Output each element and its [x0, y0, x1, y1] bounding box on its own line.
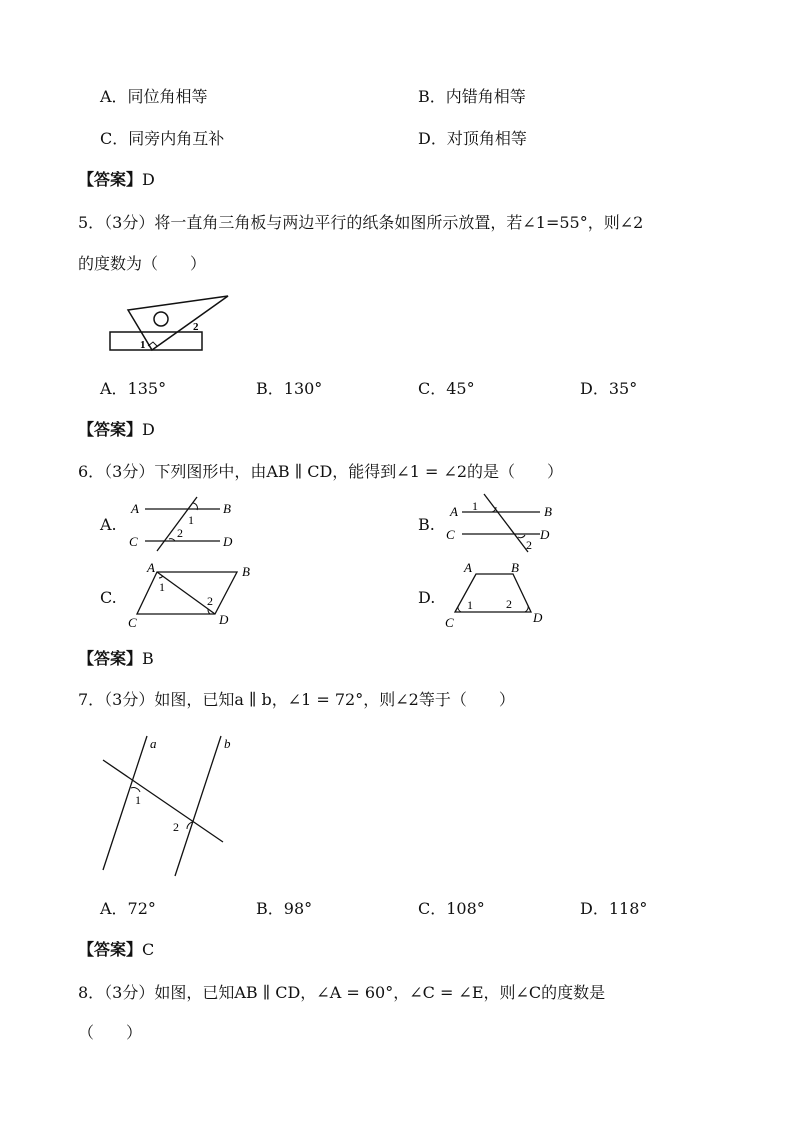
label-B: B	[544, 504, 552, 519]
answer-value: D	[142, 170, 155, 189]
q8-stem-line1: 8．（3分）如图，已知AB ∥ CD，∠A = 60°，∠C = ∠E，则∠C的度数是	[78, 983, 606, 1002]
angle-1-label: 1	[135, 793, 141, 807]
label-B: B	[223, 501, 231, 516]
q6-option-b-letter: B.	[418, 515, 435, 534]
answer-label: 【答案】	[78, 940, 143, 959]
q6-figure-d	[443, 560, 553, 632]
label-D: D	[533, 610, 543, 625]
q4-option-d: D．对顶角相等	[418, 129, 527, 148]
angle-2-label: 2	[506, 597, 512, 611]
angle-1-label: 1	[140, 339, 146, 351]
answer-label: 【答案】	[78, 420, 143, 439]
label-C: C	[446, 527, 455, 542]
q5-option-c: C．45°	[418, 379, 475, 398]
label-A: A	[464, 560, 472, 575]
answer-value: B	[142, 649, 154, 668]
q6-answer	[78, 649, 154, 669]
angle-2-label: 2	[526, 538, 532, 552]
q6-stem: 6．（3分）下列图形中，由AB ∥ CD，能得到∠1 = ∠2的是（ ）	[78, 462, 564, 481]
label-A: A	[147, 560, 155, 575]
label-B: B	[242, 564, 250, 579]
transversal	[103, 760, 223, 842]
q7-figure	[95, 730, 245, 880]
angle-1-label: 1	[188, 513, 194, 527]
label-C: C	[445, 615, 454, 630]
q7-option-c: C．108°	[418, 899, 485, 918]
answer-label: 【答案】	[78, 170, 143, 189]
line-b	[175, 736, 221, 876]
label-D: D	[223, 534, 233, 549]
q6-figure-b	[440, 490, 570, 556]
q5-figure	[100, 288, 240, 358]
q7-stem: 7．（3分）如图，已知a ∥ b，∠1 = 72°，则∠2等于（ ）	[78, 690, 515, 709]
angle-2-label: 2	[173, 820, 179, 834]
q8-stem-line2: （ ）	[78, 1023, 143, 1042]
q7-answer	[78, 940, 154, 960]
q5-stem-line2: 的度数为（ ）	[78, 254, 207, 273]
angle-1-label: 1	[467, 598, 473, 612]
angle-2-label: 2	[193, 321, 199, 333]
answer-value: D	[142, 420, 155, 439]
q7-option-b: B．98°	[256, 899, 313, 918]
q7-option-d: D．118°	[580, 899, 648, 918]
answer-label: 【答案】	[78, 649, 143, 668]
q4-option-a: A．同位角相等	[100, 87, 208, 106]
q5-option-b: B．130°	[256, 379, 323, 398]
q4-option-b: B．内错角相等	[418, 87, 526, 106]
label-D: D	[219, 612, 229, 627]
q4-option-c: C．同旁内角互补	[100, 129, 225, 148]
label-B: B	[511, 560, 519, 575]
q6-option-d-letter: D.	[418, 588, 436, 607]
answer-value: C	[142, 940, 155, 959]
q5-option-d: D．35°	[580, 379, 638, 398]
q7-option-a: A．72°	[100, 899, 156, 918]
q4-answer	[78, 170, 155, 190]
angle-2-label: 2	[207, 594, 213, 608]
label-b: b	[224, 736, 231, 751]
label-a: a	[150, 736, 157, 751]
label-A: A	[450, 504, 458, 519]
label-A: A	[131, 501, 139, 516]
label-C: C	[128, 615, 137, 630]
label-D: D	[540, 527, 550, 542]
q5-option-a: A．135°	[100, 379, 167, 398]
label-C: C	[129, 534, 138, 549]
right-angle-mark	[148, 342, 157, 346]
set-square-hole	[154, 312, 168, 326]
q6-option-c-letter: C.	[100, 588, 117, 607]
q6-option-a-letter: A.	[100, 515, 117, 534]
q6-figure-c	[125, 560, 260, 630]
angle-1-label: 1	[159, 580, 165, 594]
angle-1-label: 1	[472, 499, 478, 513]
q5-stem-line1: 5．（3分）将一直角三角板与两边平行的纸条如图所示放置，若∠1=55°，则∠2	[78, 213, 644, 232]
q5-answer	[78, 420, 155, 440]
angle-2-label: 2	[177, 526, 183, 540]
q6-figure-a	[125, 495, 255, 555]
